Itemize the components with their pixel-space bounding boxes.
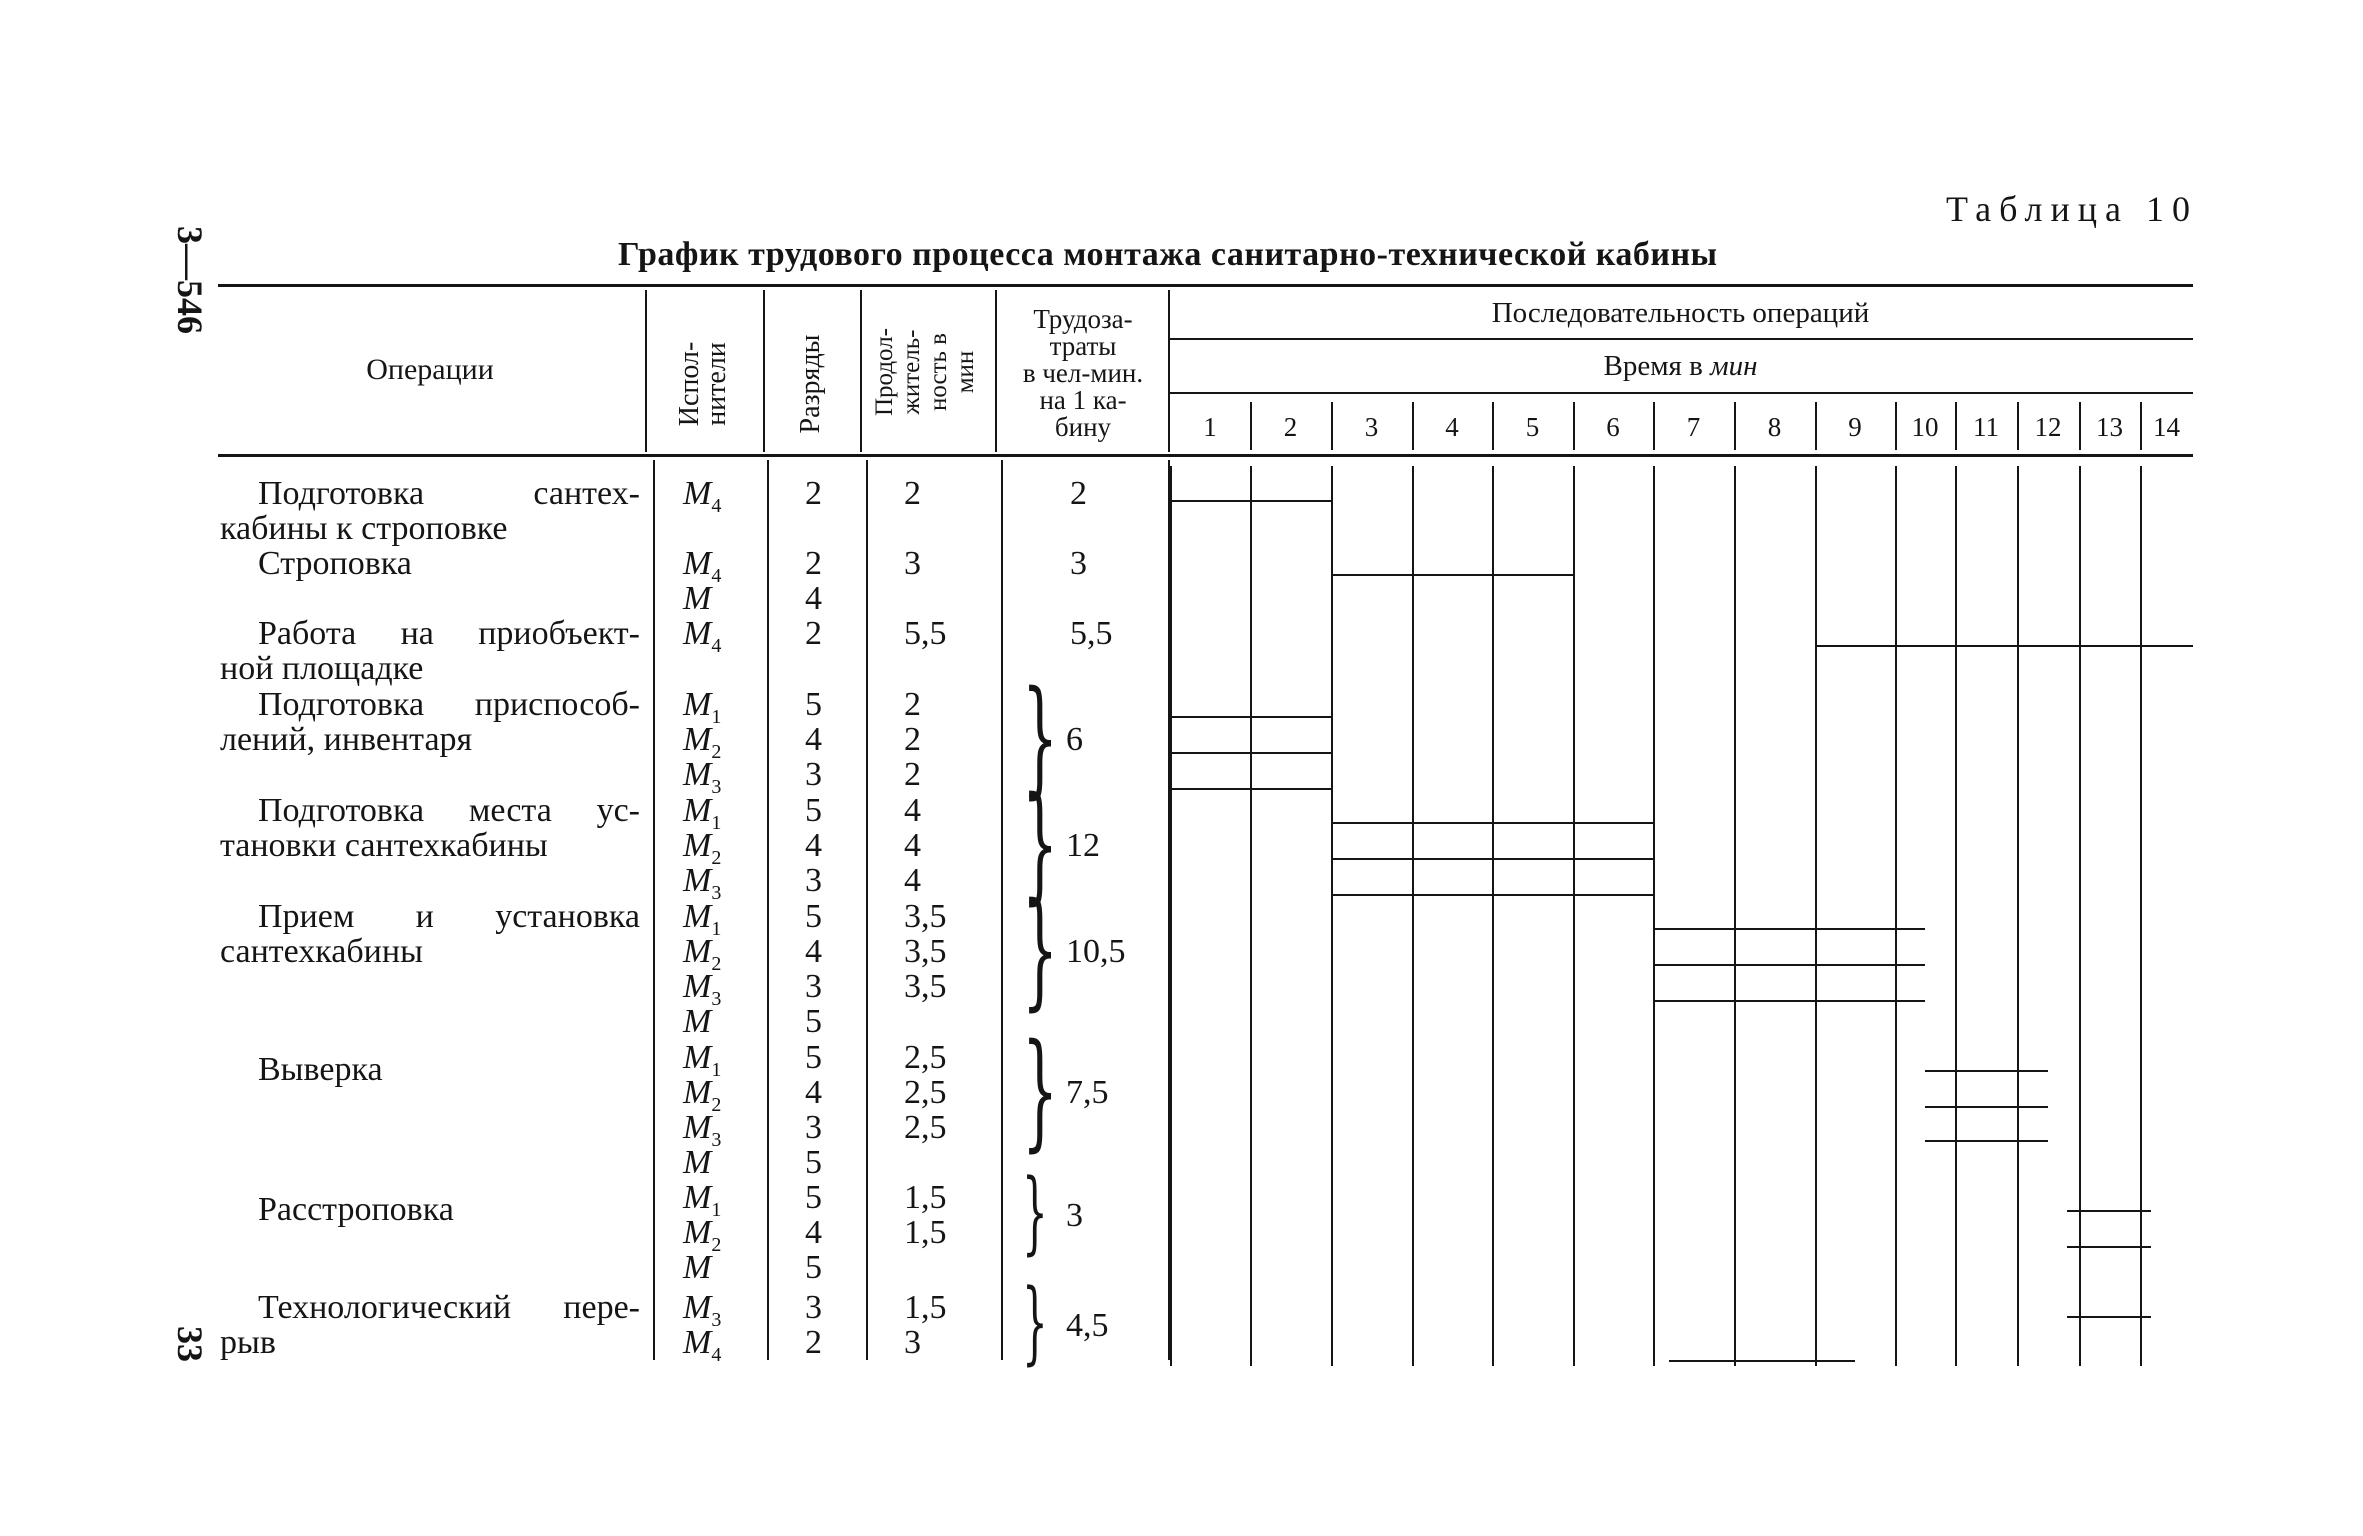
header-labor bbox=[998, 306, 1168, 441]
minute-tick bbox=[1250, 402, 1252, 450]
grade: 5 bbox=[805, 1179, 822, 1216]
header-time-label: Время в bbox=[1603, 350, 1703, 382]
executor-letter: М bbox=[683, 968, 712, 1005]
gantt-bar bbox=[2067, 1316, 2151, 1318]
operation-name-line: ной площадке bbox=[220, 650, 424, 687]
minute-label: 4 bbox=[1445, 412, 1459, 442]
header-sequence: Последовательность операций bbox=[1491, 297, 1870, 329]
operation-name bbox=[220, 793, 640, 863]
executor-letter: М bbox=[683, 580, 712, 617]
header-executors: Испол- нители bbox=[674, 341, 732, 427]
gantt-gridline bbox=[1170, 466, 1172, 1366]
duration: 2 bbox=[904, 721, 921, 758]
gantt-bar bbox=[2067, 1246, 2151, 1248]
gantt-gridline bbox=[2079, 466, 2081, 1366]
header-time-unit: мин bbox=[1710, 350, 1758, 382]
executor-letter: М bbox=[683, 898, 712, 935]
minute-label: 13 bbox=[2096, 412, 2123, 442]
gantt-bar bbox=[1925, 1070, 2048, 1072]
header-labor-line: бину bbox=[1054, 412, 1112, 442]
labor-value: 3 bbox=[1070, 545, 1087, 582]
grade: 5 bbox=[805, 792, 822, 829]
col-sep bbox=[1001, 460, 1003, 1360]
minute-label: 10 bbox=[1911, 412, 1939, 442]
grade: 2 bbox=[805, 545, 822, 582]
executor-letter: М bbox=[683, 1074, 712, 1111]
grade: 2 bbox=[805, 475, 822, 512]
minute-tick bbox=[1412, 402, 1414, 450]
executor-letter: М bbox=[683, 756, 712, 793]
operation-name-line: лений, инвентаря bbox=[220, 721, 473, 758]
executor-letter: М bbox=[683, 615, 712, 652]
executor bbox=[683, 581, 763, 616]
executor-letter: М bbox=[683, 1144, 712, 1181]
executor-letter: М bbox=[683, 686, 712, 723]
duration: 2 bbox=[904, 756, 921, 793]
gantt-bar bbox=[1925, 1106, 2048, 1108]
grade: 5 bbox=[805, 1249, 822, 1286]
duration: 1,5 bbox=[904, 1179, 947, 1216]
executor-index: 2 bbox=[711, 846, 722, 869]
grade: 5 bbox=[805, 1003, 822, 1040]
grade: 3 bbox=[805, 862, 822, 899]
gantt-gridline bbox=[1734, 466, 1736, 1366]
grade: 3 bbox=[805, 756, 822, 793]
executor-index: 2 bbox=[711, 1233, 722, 1256]
header-sep bbox=[763, 290, 765, 452]
gantt-bar bbox=[2067, 1210, 2151, 1212]
duration: 1,5 bbox=[904, 1289, 947, 1326]
grade: 5 bbox=[805, 686, 822, 723]
executor-index: 2 bbox=[711, 1093, 722, 1116]
gantt-gridline bbox=[2140, 466, 2142, 1366]
executor-letter: М bbox=[683, 1109, 712, 1146]
header-grades: Разряды bbox=[795, 334, 826, 434]
executor-letter: М bbox=[683, 792, 712, 829]
minute-label: 12 bbox=[2034, 412, 2062, 442]
executor-index: 2 bbox=[711, 952, 722, 975]
gantt-gridline bbox=[1492, 466, 1494, 1366]
gantt-gridline bbox=[1250, 466, 1252, 1366]
minute-tick bbox=[1895, 402, 1897, 450]
operation-name-line: Расстроповка bbox=[258, 1191, 454, 1228]
minute-tick bbox=[1815, 402, 1817, 450]
executor bbox=[683, 616, 763, 664]
operation-name-line: Подготовка места ус- bbox=[258, 792, 640, 829]
sequence-rule bbox=[1168, 338, 2193, 340]
gantt-bar bbox=[1653, 964, 1925, 966]
executor bbox=[683, 1004, 763, 1039]
minute-label: 1 bbox=[1203, 412, 1217, 442]
operation-name-line: Прием и установка bbox=[258, 898, 640, 935]
grade: 4 bbox=[805, 721, 822, 758]
header-labor-line: на 1 ка- bbox=[1039, 385, 1127, 415]
executor-letter: М bbox=[683, 475, 712, 512]
table-top-rule bbox=[218, 284, 2193, 287]
executor-index: 4 bbox=[711, 1343, 722, 1366]
executor-index: 3 bbox=[711, 1308, 722, 1331]
grade: 4 bbox=[805, 933, 822, 970]
executor-index: 1 bbox=[711, 1198, 722, 1221]
gantt-bar bbox=[1170, 752, 1331, 754]
executor-letter: М bbox=[683, 827, 712, 864]
group-brace: } bbox=[1022, 1160, 1048, 1265]
header-bottom-rule bbox=[218, 454, 2193, 457]
minute-tick bbox=[1492, 402, 1494, 450]
executor bbox=[683, 1145, 763, 1180]
executor-letter: М bbox=[683, 1249, 712, 1286]
grade: 2 bbox=[805, 1324, 822, 1361]
duration: 3,5 bbox=[904, 968, 947, 1005]
labor-value: 5,5 bbox=[1070, 615, 1113, 652]
operation-name-line: Работа на приобъект- bbox=[258, 615, 640, 652]
header-time bbox=[1168, 352, 2193, 380]
duration: 4 bbox=[904, 827, 921, 864]
duration: 3,5 bbox=[904, 933, 947, 970]
gantt-gridline bbox=[1653, 466, 1655, 1366]
gantt-bar bbox=[1653, 928, 1925, 930]
operation-name-line: кабины к строповке bbox=[220, 510, 508, 547]
executor-letter: М bbox=[683, 1214, 712, 1251]
duration: 2,5 bbox=[904, 1109, 947, 1146]
page-title: График трудового процесса монтажа санитарно-технической кабины bbox=[618, 236, 1718, 273]
minute-label: 11 bbox=[1973, 412, 1999, 442]
time-rule bbox=[1168, 392, 2193, 394]
minute-label: 7 bbox=[1686, 412, 1701, 442]
duration: 3,5 bbox=[904, 898, 947, 935]
labor-value: 12 bbox=[1066, 827, 1100, 864]
gantt-bar bbox=[1815, 645, 2193, 647]
labor-value: 10,5 bbox=[1066, 933, 1126, 970]
operation-name bbox=[220, 899, 640, 969]
grade: 3 bbox=[805, 1289, 822, 1326]
header-labor-line: траты bbox=[1049, 331, 1117, 361]
page-number: 33 bbox=[170, 1326, 210, 1362]
operation-name bbox=[220, 546, 640, 581]
minute-tick bbox=[1573, 402, 1575, 450]
duration: 1,5 bbox=[904, 1214, 947, 1251]
grade: 3 bbox=[805, 968, 822, 1005]
duration: 3 bbox=[904, 1324, 921, 1361]
minute-tick bbox=[2017, 402, 2019, 450]
executor-index: 1 bbox=[711, 705, 722, 728]
minute-tick bbox=[2079, 402, 2081, 450]
table-label: Таблица 10 bbox=[1946, 189, 2198, 229]
executor-index: 1 bbox=[711, 917, 722, 940]
executor-index: 1 bbox=[711, 811, 722, 834]
labor-value: 2 bbox=[1070, 475, 1087, 512]
grade: 4 bbox=[805, 1074, 822, 1111]
minute-label: 2 bbox=[1283, 412, 1298, 442]
minute-tick bbox=[1653, 402, 1655, 450]
labor-value: 6 bbox=[1066, 721, 1083, 758]
header-duration: Продол- житель- ность в мин bbox=[871, 327, 979, 417]
operation-name bbox=[220, 1052, 640, 1087]
duration: 5,5 bbox=[904, 615, 947, 652]
operation-name bbox=[220, 1192, 640, 1227]
operation-name-line: сантехкабины bbox=[220, 933, 423, 970]
col-sep bbox=[767, 460, 769, 1360]
gantt-bar bbox=[1170, 716, 1331, 718]
executor-letter: М bbox=[683, 721, 712, 758]
operation-name bbox=[220, 687, 640, 757]
executor-index: 3 bbox=[711, 1128, 722, 1151]
group-brace: } bbox=[1022, 1270, 1048, 1375]
grade: 2 bbox=[805, 615, 822, 652]
gantt-gridline bbox=[1895, 466, 1897, 1366]
executor-letter: М bbox=[683, 1179, 712, 1216]
executor-index: 1 bbox=[711, 1058, 722, 1081]
gantt-bar bbox=[1331, 858, 1653, 860]
header-labor-line: Трудоза- bbox=[1033, 304, 1133, 334]
minute-label: 3 bbox=[1364, 412, 1379, 442]
executor-index: 3 bbox=[711, 987, 722, 1010]
executor-index: 3 bbox=[711, 881, 722, 904]
duration: 2,5 bbox=[904, 1074, 947, 1111]
executor-letter: М bbox=[683, 1324, 712, 1361]
grade: 4 bbox=[805, 827, 822, 864]
minute-label: 14 bbox=[2153, 412, 2180, 442]
duration: 2,5 bbox=[904, 1039, 947, 1076]
gantt-gridline bbox=[1955, 466, 1957, 1366]
minute-label: 9 bbox=[1848, 412, 1862, 442]
gantt-bar bbox=[1331, 894, 1653, 896]
group-brace: } bbox=[1022, 876, 1059, 1023]
executor-letter: М bbox=[683, 933, 712, 970]
gantt-bar bbox=[1170, 788, 1331, 790]
minute-tick bbox=[2140, 402, 2142, 450]
group-brace: } bbox=[1022, 1017, 1059, 1164]
operation-name-line: рыв bbox=[220, 1324, 276, 1361]
labor-value: 4,5 bbox=[1066, 1306, 1109, 1344]
labor-value: 7,5 bbox=[1066, 1074, 1109, 1111]
minute-label: 6 bbox=[1606, 412, 1620, 442]
gantt-bar bbox=[1331, 574, 1573, 576]
operation-name-line: Подготовка приспособ- bbox=[258, 686, 640, 723]
executor-index: 4 bbox=[711, 564, 722, 587]
gantt-bar bbox=[1925, 1140, 2048, 1142]
executor-letter: М bbox=[683, 1003, 712, 1040]
gantt-gridline bbox=[1412, 466, 1414, 1366]
executor-letter: М bbox=[683, 1289, 712, 1326]
duration: 2 bbox=[904, 475, 921, 512]
executor-index: 2 bbox=[711, 740, 722, 763]
executor-index: 4 bbox=[711, 494, 722, 517]
operation-name-line: тановки сантехкабины bbox=[220, 827, 548, 864]
grade: 4 bbox=[805, 1214, 822, 1251]
executor-index: 3 bbox=[711, 775, 722, 798]
minute-tick bbox=[1955, 402, 1957, 450]
grade: 3 bbox=[805, 1109, 822, 1146]
header-sep bbox=[860, 290, 862, 452]
gantt-gridline bbox=[1815, 466, 1817, 1366]
gantt-bar bbox=[1653, 1000, 1925, 1002]
executor bbox=[683, 476, 763, 524]
minute-label: 8 bbox=[1767, 412, 1782, 442]
grade: 5 bbox=[805, 898, 822, 935]
grade: 5 bbox=[805, 1144, 822, 1181]
gantt-gridline bbox=[1573, 466, 1575, 1366]
header-sep bbox=[645, 290, 647, 452]
duration: 2 bbox=[904, 686, 921, 723]
minute-tick bbox=[1331, 402, 1333, 450]
operation-name-line: Строповка bbox=[258, 545, 412, 582]
executor-letter: М bbox=[683, 1039, 712, 1076]
labor-value: 3 bbox=[1066, 1196, 1083, 1234]
operation-name bbox=[220, 1290, 640, 1360]
side-code: 3—546 bbox=[170, 226, 210, 334]
operation-name bbox=[220, 616, 640, 686]
grade: 5 bbox=[805, 1039, 822, 1076]
executor bbox=[683, 1325, 763, 1373]
grade: 4 bbox=[805, 580, 822, 617]
gantt-bar bbox=[1170, 500, 1331, 502]
group-brace: } bbox=[1022, 664, 1059, 811]
col-sep bbox=[653, 460, 655, 1360]
header-labor-line: в чел-мин. bbox=[1022, 358, 1144, 388]
group-brace: } bbox=[1022, 770, 1059, 917]
minute-label: 5 bbox=[1525, 412, 1540, 442]
gantt-gridline bbox=[2017, 466, 2019, 1366]
gantt-gridline bbox=[1331, 466, 1333, 1366]
duration: 4 bbox=[904, 862, 921, 899]
minute-tick bbox=[1734, 402, 1736, 450]
executor bbox=[683, 1250, 763, 1285]
executor-index: 4 bbox=[711, 634, 722, 657]
gantt-bar bbox=[1331, 822, 1653, 824]
executor-letter: М bbox=[683, 545, 712, 582]
duration: 4 bbox=[904, 792, 921, 829]
operation-name bbox=[220, 476, 640, 546]
operation-name-line: Технологический пере- bbox=[258, 1289, 640, 1326]
header-sep bbox=[995, 290, 997, 452]
col-sep bbox=[866, 460, 868, 1360]
operation-name-line: Подготовка сантех- bbox=[258, 475, 640, 512]
header-operations: Операции bbox=[366, 353, 494, 386]
operation-name-line: Выверка bbox=[258, 1051, 383, 1088]
gantt-bar bbox=[1669, 1360, 1855, 1362]
executor-letter: М bbox=[683, 862, 712, 899]
duration: 3 bbox=[904, 545, 921, 582]
